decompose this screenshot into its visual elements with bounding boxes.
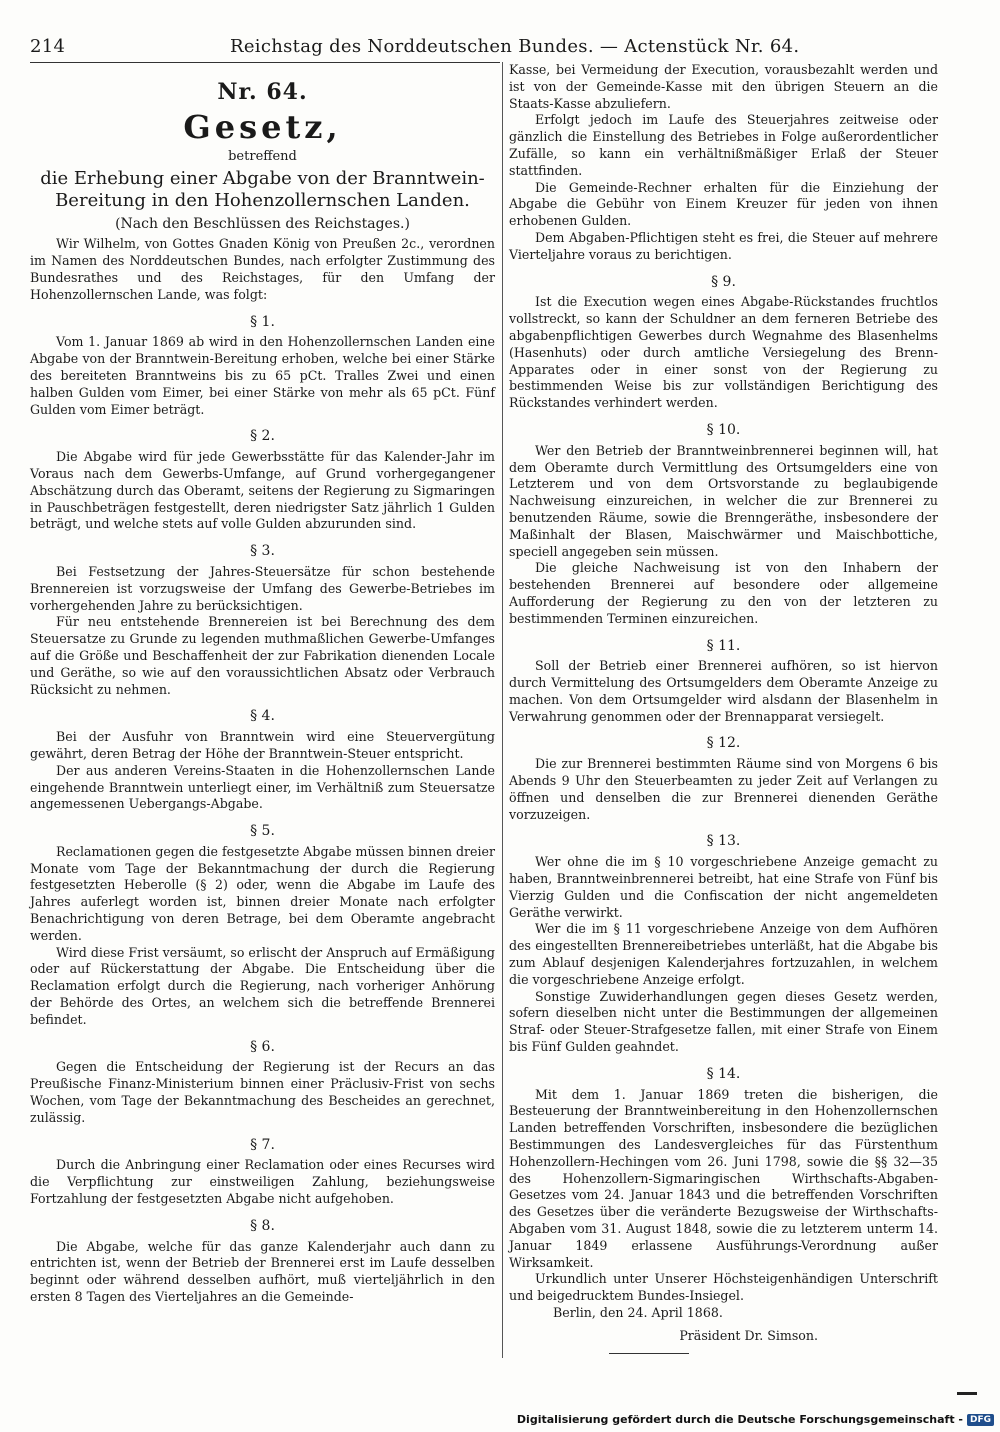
section-paragraph: Wer ohne die im § 10 vorgeschriebene Anzeige gemacht zu haben, Branntweinbrennerei betreibt, hat eine Strafe von Fünf bis Vierzig Gulden und die Confiscation der nicht angemeldeten Geräthe verwirkt. (509, 854, 938, 920)
section-heading: § 1. (250, 313, 275, 330)
document-title: Gesetz, (183, 107, 342, 146)
document-subject: die Erhebung einer Abgabe von der Branntwein-Bereitung in den Hohenzollernschen Landen. (40, 167, 485, 211)
right-sections (509, 274, 938, 1305)
section-paragraph: Soll der Betrieb einer Brennerei aufhören, so ist hiervon durch Vermittelung des Ortsumgelders dem Oberamte Anzeige zu machen. Von dem Ortsumgelder wird alsdann der Blasenhelm in Verwahrung genommen oder der Brennapparat versiegelt. (509, 658, 938, 724)
section-8-continuation (509, 62, 938, 264)
section-paragraph: Mit dem 1. Januar 1869 treten die bisherigen, die Besteuerung der Branntweinbereitung in den Hohenzollernschen Landen betreffenden Vorschriften, insbesondere die bezüglichen Bestimmungen des Landesvergleiches für das Fürstenthum Hohenzollern-Hechingen vom 26. Juni 1798, sowie die §§ 32—35 des Hohenzollern-Sigmaringischen Wirthschafts-Abgaben-Gesetzes vom 24. Januar 1843 und die betreffenden Vorschriften des Gesetzes über die veränderte Bezugsweise der Wirthschafts-Abgaben vom 31. August 1848, sowie die zu letzterem unterm 14. Januar 1849 erlassene Ausführungs-Verordnung außer Wirksamkeit. (509, 1086, 938, 1270)
column-divider (502, 62, 503, 1358)
section-paragraph: Der aus anderen Vereins-Staaten in die Hohenzollernschen Lande eingehende Branntwein unterliegt einer, im Verhältniß zum Steuersatze angemessenen Uebergangs-Abgabe. (30, 762, 495, 812)
section-paragraph: Die zur Brennerei bestimmten Räume sind von Morgens 6 bis Abends 9 Uhr den Steuerbeamten zu jeder Zeit auf Verlangen zu öffnen und denselben die zur Brennerei dienenden Geräthe vorzuzeigen. (509, 756, 938, 822)
document-note: (Nach den Beschlüssen des Reichstages.) (115, 215, 410, 232)
section-paragraph: Die Abgabe, welche für das ganze Kalenderjahr auch dann zu entrichten ist, wenn der Betrieb der Brennerei erst im Laufe desselben beginnt oder während desselben aufhört, muß vierteljährlich in den ersten 8 Tagen des Vierteljahres an die Gemeinde- (30, 1238, 495, 1305)
section-heading: § 4. (250, 708, 275, 725)
section-paragraph: Wer den Betrieb der Branntweinbrennerei beginnen will, hat dem Oberamte durch Vermittlung des Ortsumgelders eine von Letzterem und von dem Ortsvorstande zu beglaubigende Nachweisung einzureichen, in welcher die zur Brennerei zu benutzenden Räume, sowie die Brenngeräthe, insbesondere der Maßinhalt der Blasen, Maischwärmer und Maischbottiche, speciell angegeben sein müssen. (509, 442, 938, 559)
continuation-paragraph: Die Gemeinde-Rechner erhalten für die Einziehung der Abgabe die Gebühr von Einem Kreuzer für jeden von ihnen erhobenen Gulden. (509, 179, 938, 229)
section-heading: § 8. (250, 1217, 275, 1234)
left-column (30, 79, 495, 1306)
section-paragraph: Bei Festsetzung der Jahres-Steuersätze für schon bestehende Brennereien ist vorzugsweise der Umfang des Gewerbe-Betriebes im vorhergehenden Jahre zu berücksichtigen. (30, 563, 495, 613)
section-heading: § 3. (250, 543, 275, 560)
section-heading: § 14. (706, 1065, 741, 1082)
section-paragraph: Wird diese Frist versäumt, so erlischt der Anspruch auf Ermäßigung oder auf Rückerstattung der Abgabe. Die Entscheidung über die Reclamation erfolgt durch die Regierung, nach vorheriger Anhörung der Behörde des Ortes, an welchem sich die betreffende Brennerei befindet. (30, 944, 495, 1027)
section-heading: § 13. (706, 833, 741, 850)
continuation-paragraph: Dem Abgaben-Pflichtigen steht es frei, die Steuer auf mehrere Vierteljahre voraus zu berichtigen. (509, 229, 938, 262)
section-paragraph: Durch die Anbringung einer Reclamation oder eines Recurses wird die Verpflichtung zur einstweiligen Zahlung, beziehungsweise Fortzahlung der festgesetzten Abgabe nicht aufgehoben. (30, 1157, 495, 1207)
header-rule (30, 62, 500, 63)
section-heading: § 9. (711, 273, 736, 290)
right-column (509, 62, 938, 1354)
section-paragraph: Urkundlich unter Unserer Höchsteigenhändigen Unterschrift und beigedrucktem Bundes-Insiegel. (509, 1271, 938, 1304)
section-heading: § 2. (250, 428, 275, 445)
title-betreffend: betreffend (228, 148, 297, 164)
left-sections (30, 314, 495, 1306)
continuation-paragraph: Kasse, bei Vermeidung der Execution, vorausbezahlt werden und ist von der Gemeinde-Kasse mit den übrigen Steuern an die Staats-Kasse abzuliefern. (509, 62, 938, 111)
page-header (30, 36, 800, 60)
section-paragraph: Vom 1. Januar 1869 ab wird in den Hohenzollernschen Landen eine Abgabe von der Branntwein-Bereitung erhoben, welche bei einer Stärke des bereiteten Branntweins bis zu 65 pCt. Tralles Zwei und einen halben Gulden vom Eimer, bei einer Stärke von mehr als 65 pCt. Fünf Gulden vom Eimer beträgt. (30, 334, 495, 417)
section-paragraph: Sonstige Zuwiderhandlungen gegen dieses Gesetz werden, sofern dieselben nicht unter die Bestimmungen der allgemeinen Straf- oder Steuer-Strafgesetze fallen, mit einer Strafe von Einem bis Fünf Gulden geahndet. (509, 988, 938, 1055)
footer-credit: Digitalisierung gefördert durch die Deutsche Forschungsgemeinschaft - (516, 1413, 963, 1426)
corner-mark (957, 1392, 977, 1395)
signer-name: Präsident Dr. Simson. (679, 1327, 818, 1343)
signature-rule (609, 1353, 689, 1354)
section-heading: § 12. (706, 735, 741, 752)
section-paragraph: Gegen die Entscheidung der Regierung ist der Recurs an das Preußische Finanz-Ministerium binnen einer Präclusiv-Frist von sechs Wochen, vom Tage der Bekanntmachung des Bescheides an gerechnet, zulässig. (30, 1059, 495, 1125)
section-heading: § 7. (250, 1136, 275, 1153)
section-heading: § 5. (250, 823, 275, 840)
dfg-logo-icon: DFG (967, 1414, 994, 1426)
section-heading: § 10. (706, 421, 741, 438)
section-heading: § 6. (250, 1038, 275, 1055)
footer (517, 1413, 994, 1426)
signature-place-date: Berlin, den 24. April 1868. (553, 1304, 723, 1320)
page-number: 214 (30, 36, 66, 57)
running-title: Reichstag des Norddeutschen Bundes. — Actenstück Nr. 64. (230, 36, 800, 57)
document-number: Nr. 64. (217, 79, 308, 105)
section-heading: § 11. (706, 637, 741, 654)
section-paragraph: Reclamationen gegen die festgesetzte Abgabe müssen binnen dreier Monate vom Tage der Bekanntmachung der durch die Regierung festgesetzten Heberolle (§ 2) oder, wenn die Abgabe im Laufe des Jahres auferlegt worden ist, binnen dreier Monate nach erfolgter Benachrichtigung von deren Betrage, bei dem Oberamte angebracht werden. (30, 843, 495, 943)
preamble: Wir Wilhelm, von Gottes Gnaden König von Preußen 2c., verordnen im Namen des Norddeutschen Bundes, nach erfolgter Zustimmung des Bundesrathes und des Reichstages, für den Umfang der Hohenzollernschen Lande, was folgt: (30, 236, 495, 302)
section-paragraph: Ist die Execution wegen eines Abgabe-Rückstandes fruchtlos vollstreckt, so kann der Schuldner an dem ferneren Betriebe des abgabenpflichtigen Gewerbes durch Wegnahme des Blasenhelms (Hasenhuts) oder durch amtliche Versiegelung des Brenn-Apparates oder in einer sonst von der Regierung zu bestimmenden Weise bis zur vollständigen Berichtigung des Rückstandes verhindert werden. (509, 294, 938, 411)
section-paragraph: Bei der Ausfuhr von Branntwein wird eine Steuervergütung gewährt, deren Betrag der Höhe der Branntwein-Steuer entspricht. (30, 729, 495, 761)
section-paragraph: Die gleiche Nachweisung ist von den Inhabern der bestehenden Brennerei auf besondere oder allgemeine Aufforderung der Regierung zu den von der letzteren zu bestimmenden Terminen einzureichen. (509, 560, 938, 626)
section-paragraph: Für neu entstehende Brennereien ist bei Berechnung des dem Steuersatze zu Grunde zu legenden muthmaßlichen Gewerbe-Umfanges auf die Größe und Beschaffenheit der zur Fabrikation dienenden Locale und Geräthe, so wie auf den voraussichtlichen Absatz oder Verbrauch Rücksicht zu nehmen. (30, 614, 495, 697)
section-paragraph: Wer die im § 11 vorgeschriebene Anzeige von dem Aufhören des eingestellten Brennereibetriebes unterläßt, hat die Abgabe bis zum Ablauf desjenigen Kalenderjahres fortzuzahlen, in welchem die vorgeschriebene Anzeige erfolgt. (509, 921, 938, 987)
continuation-paragraph: Erfolgt jedoch im Laufe des Steuerjahres zeitweise oder gänzlich die Einstellung des Betriebes in Folge außerordentlicher Zufälle, so kann ein verhältnißmäßiger Erlaß der Steuer stattfinden. (509, 112, 938, 178)
section-paragraph: Die Abgabe wird für jede Gewerbsstätte für das Kalender-Jahr im Voraus nach dem Gewerbs-Umfange, auf Grund vorhergegangener Abschätzung durch das Oberamt, seitens der Regierung zu Sigmaringen in Pauschbeträgen festgestellt, deren niedrigster Satz jährlich 1 Gulden beträgt, und welche stets auf volle Gulden abzurunden sind. (30, 449, 495, 532)
